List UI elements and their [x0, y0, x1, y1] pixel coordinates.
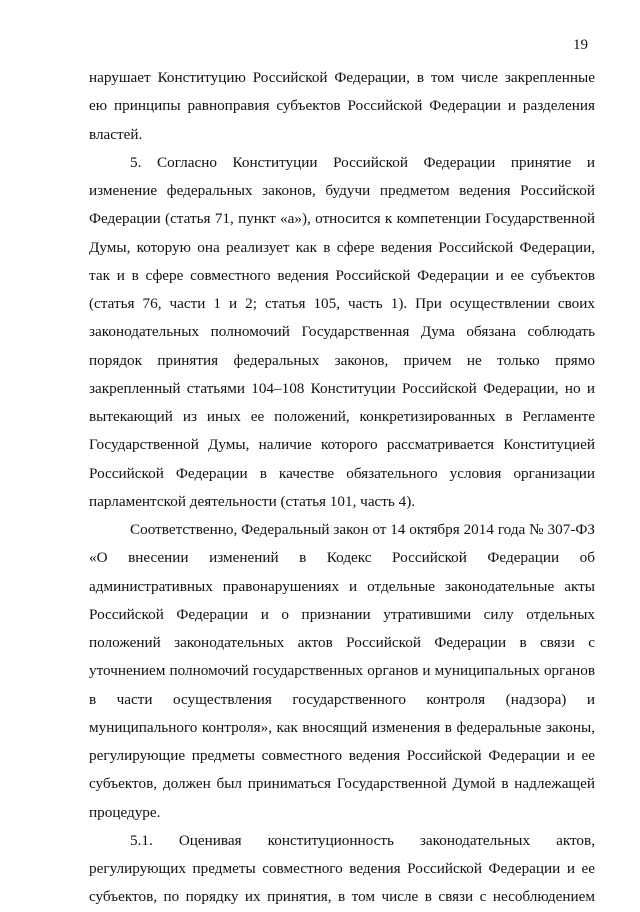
paragraph-4: 5.1. Оценивая конституционность законодательных актов, регулирующих предметы совместного ведения Российской Федерации и ее субъектов, по порядку их принятия, в том числе в связи с несоблюдением: [89, 831, 595, 906]
paragraph-3: Соответственно, Федеральный закон от 14 октября 2014 года № 307-ФЗ «О внесении изменений в Кодекс Российской Федерации об административных правонарушениях и отдельные законодательные акты Российской Федерации и о признании утратившими силу отдельных положений законодательных актов Российской Федерации в связи с уточнением полномочий государственных органов и муниципальных органов в части осуществления государственного контроля (надзора) и муниципального контроля», как вносящий изменения в федеральные законы, регулирующие предметы совместного ведения Российской Федерации и ее субъектов, должен был приниматься Государственной Думой в надлежащей процедуре.: [89, 521, 595, 821]
document-body: [89, 64, 595, 912]
paragraph-1: нарушает Конституцию Российской Федерации, в том числе закрепленные ею принципы равноправия субъектов Российской Федерации и разделения властей.: [89, 69, 595, 143]
page-number: 19: [573, 37, 588, 53]
paragraph-2: 5. Согласно Конституции Российской Федерации принятие и изменение федеральных законов, будучи предметом ведения Российской Федерации (статья 71, пункт «а»), относится к компетенции Государственной Думы, которую она реализует как в сфере ведения Российской Федерации, так и в сфере совместного ведения Российской Федерации и ее субъектов (статья 76, части 1 и 2; статья 105, часть 1). При осуществлении своих законодательных полномочий Государственная Дума обязана соблюдать порядок принятия федеральных законов, причем не только прямо закрепленный статьями 104–108 Конституции Российской Федерации, но и вытекающий из иных ее положений, конкретизированных в Регламенте Государственной Думы, наличие которого рассматривается Конституцией Российской Федерации в качестве обязательного условия организации парламентской деятельности (статья 101, часть 4).: [89, 153, 595, 510]
